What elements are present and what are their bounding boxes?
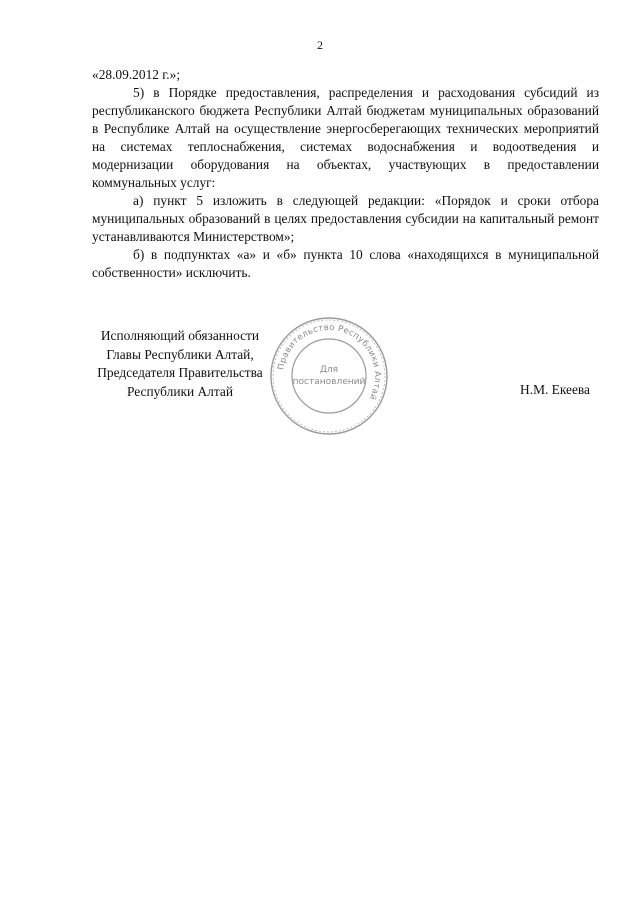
signatory-title-line: Главы Республики Алтай, [106, 346, 254, 362]
signatory-title-line: Председателя Правительства [97, 365, 263, 380]
document-body [92, 66, 599, 282]
signatory-title [70, 327, 290, 401]
stamp-seal [267, 314, 391, 438]
official-stamp [267, 314, 391, 438]
signatory-name: Н.М. Екеева [520, 382, 590, 397]
signatory-title-line: Исполняющий обязанности [100, 328, 260, 343]
paragraph-subitem-a: а) пункт 5 изложить в следующей редакции: «Порядок и сроки отбора муниципальных образований в целях предоставления субсидии на капитальный ремонт устанавливаются Министерством»; [92, 193, 599, 244]
paragraph-subitem-b: б) в подпунктах «а» и «б» пункта 10 слова «находящихся в муниципальной собственности» исключить. [92, 247, 599, 280]
paragraph-date: «28.09.2012 г.»; [92, 67, 181, 82]
stamp-center-line2: постановлений [292, 377, 366, 387]
page-number: 2 [317, 38, 323, 52]
stamp-center-line1: Для [319, 365, 339, 375]
stamp-ring-text: Правительство Республики Алтай [276, 322, 383, 402]
signatory-title-line: Республики Алтай [126, 383, 233, 399]
svg-text:Правительство Республики Алтай [276, 323, 382, 402]
paragraph-item-5: 5) в Порядке предоставления, распределения и расходования субсидий из республиканского бюджета Республики Алтай бюджетам муниципальных образований в Республике Алтай на осуществление энергосберегающих технических мероприятий на системах теплоснабжения, системах водоснабжения и водоотведения и модернизации оборудования на объектах, участвующих в предоставлении коммунальных услуг: [92, 85, 599, 190]
